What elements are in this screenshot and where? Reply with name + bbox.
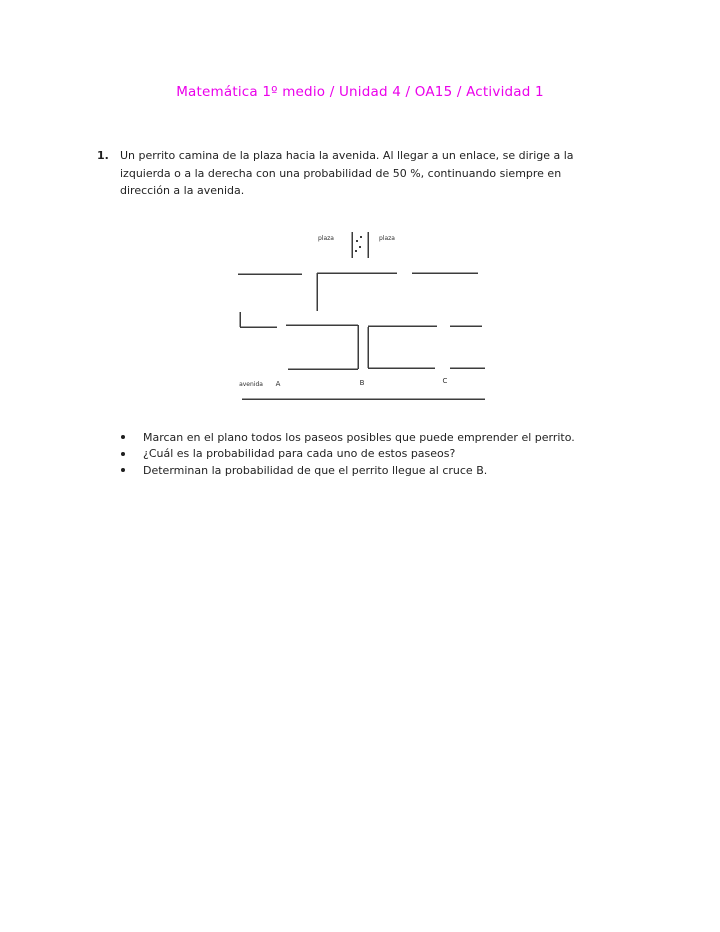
task-text: Marcan en el plano todos los paseos posibles que puede emprender el perrito.	[143, 430, 575, 444]
paw-print-icon	[360, 236, 362, 238]
bullet-icon	[121, 435, 125, 439]
task-item	[121, 429, 575, 446]
problem-statement-line: izquierda o a la derecha con una probabilidad de 50 %, continuando siempre en	[120, 166, 562, 180]
diagram-label-cruce-b: B	[359, 379, 365, 387]
task-item	[121, 462, 575, 479]
paw-print-icon	[359, 246, 361, 248]
street-map-svg	[230, 225, 500, 405]
problem-statement	[120, 147, 574, 200]
bullet-icon	[121, 468, 125, 472]
diagram-label-cruce-a: A	[275, 380, 281, 388]
page-title: Matemática 1º medio / Unidad 4 / OA15 / Actividad 1	[176, 84, 544, 100]
diagram-label-cruce-c: C	[442, 377, 448, 385]
task-list	[121, 429, 575, 479]
diagram-label-plaza-left: plaza	[318, 235, 334, 242]
street-map-diagram	[230, 225, 500, 405]
paw-print-icon	[356, 240, 358, 242]
problem-number: 1.	[97, 149, 109, 162]
task-text: ¿Cuál es la probabilidad para cada uno de estos paseos?	[143, 447, 456, 461]
problem-1	[97, 147, 574, 200]
task-item	[121, 446, 575, 463]
diagram-label-plaza-right: plaza	[379, 235, 395, 242]
bullet-icon	[121, 452, 125, 456]
task-text: Determinan la probabilidad de que el perrito llegue al cruce B.	[143, 463, 488, 477]
problem-statement-line: Un perrito camina de la plaza hacia la avenida. Al llegar a un enlace, se dirige a la	[120, 149, 574, 162]
problem-statement-line: dirección a la avenida.	[120, 184, 245, 197]
paw-print-icon	[355, 250, 357, 252]
diagram-label-avenida: avenida	[239, 381, 263, 388]
